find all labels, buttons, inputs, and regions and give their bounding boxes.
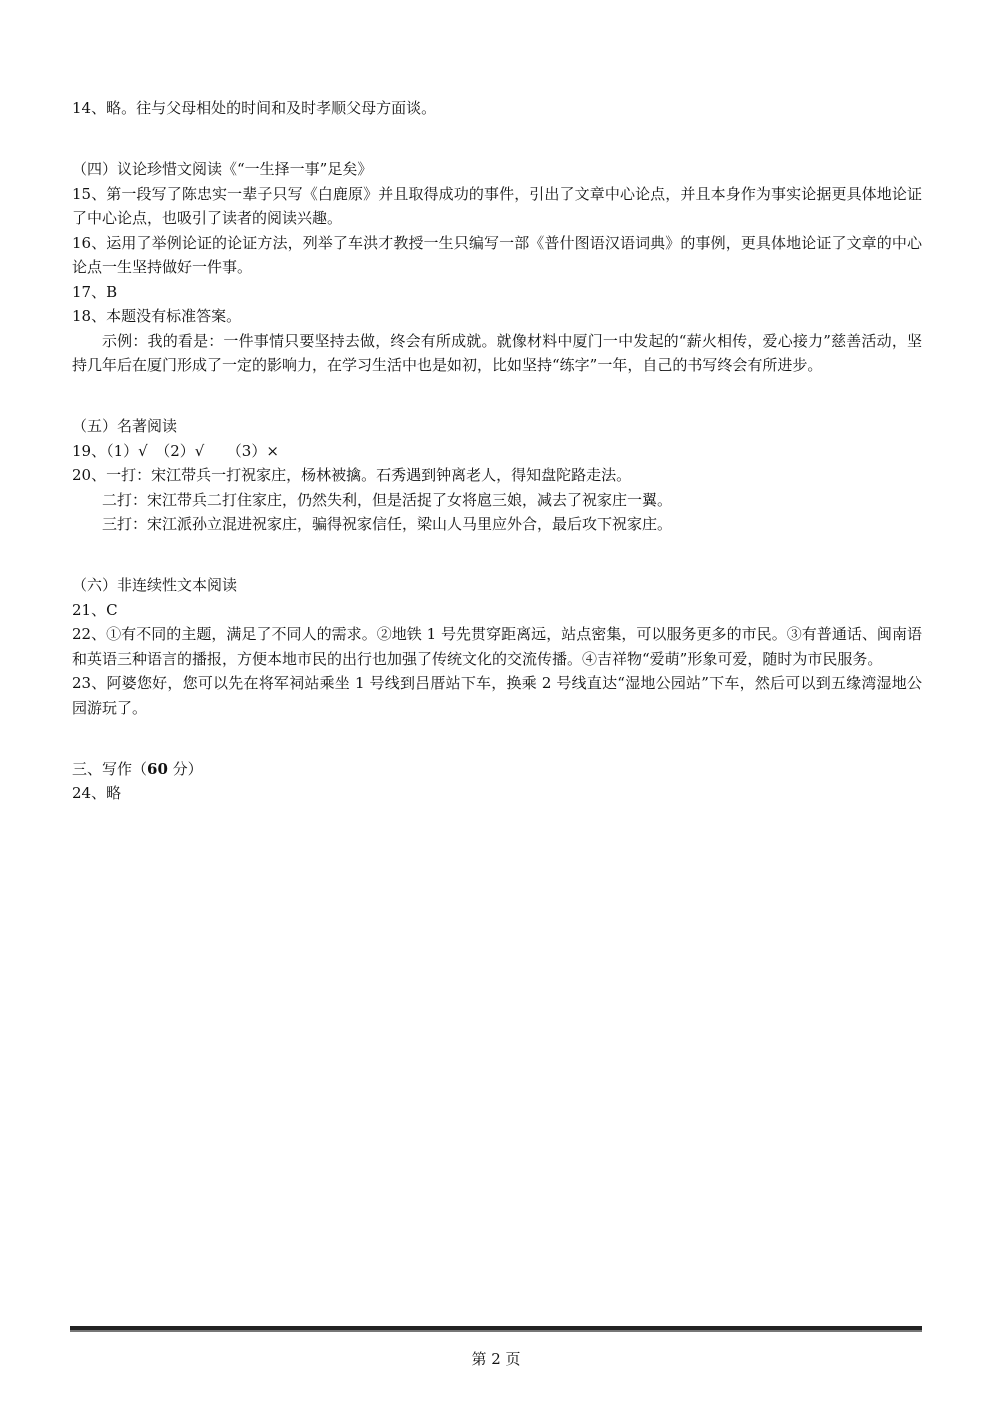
spacer — [72, 133, 922, 158]
answer-20-first: 20、一打：宋江带兵一打祝家庄，杨林被擒。石秀遇到钟离老人，得知盘陀路走法。 — [72, 466, 632, 484]
footer-divider — [70, 1326, 922, 1332]
spacer — [72, 537, 922, 549]
answer-20-second: 二打：宋江带兵二打住家庄，仍然失利，但是活捉了女将扈三娘，减去了祝家庄一翼。 — [102, 490, 673, 509]
section-3-prefix: 三、写作（ — [72, 759, 148, 778]
spacer — [72, 732, 922, 757]
section-6-heading: （六）非连续性文本阅读 — [72, 576, 238, 594]
section-4-heading: （四）议论珍惜文阅读《“一生择一事”足矣》 — [72, 160, 373, 178]
spacer — [72, 378, 922, 390]
spacer — [72, 121, 922, 133]
answer-23: 23、阿婆您好，您可以先在将军祠站乘坐 1 号线到吕厝站下车，换乘 2 号线直达“湿地公园站”下车，然后可以到五缘湾湿地公园游玩了。 — [72, 674, 922, 717]
answer-21: 21、C — [72, 600, 118, 619]
answer-14: 14、略。往与父母相处的时间和及时孝顺父母方面谈。 — [72, 99, 437, 117]
answer-22: 22、①有不同的主题，满足了不同人的需求。②地铁 1 号先贯穿距离远，站点密集，可以服务更多的市民。③有普通话、闽南语和英语三种语言的播报，方便本地市民的出行也加强了传统文化的交流传播。④吉祥物“爱萌”形象可爱，随时为市民服务。 — [72, 625, 922, 668]
answer-20-third: 三打：宋江派孙立混进祝家庄，骗得祝家信任，梁山人马里应外合，最后攻下祝家庄。 — [102, 515, 673, 533]
answer-content — [72, 96, 922, 806]
answer-18: 18、本题没有标准答案。 — [72, 307, 242, 325]
spacer — [72, 549, 922, 574]
spacer — [72, 720, 922, 732]
section-3-heading — [72, 757, 922, 782]
section-5-heading: （五）名著阅读 — [72, 417, 178, 435]
answer-15: 15、第一段写了陈忠实一辈子只写《白鹿原》并且取得成功的事件，引出了文章中心论点，并且本身作为事实论据更具体地论证了中心论点，也吸引了读者的阅读兴趣。 — [72, 184, 922, 227]
answer-24: 24、略 — [72, 784, 122, 802]
spacer — [72, 390, 922, 415]
answer-19: 19、（1）√ （2）√ （3）× — [72, 441, 279, 460]
answer-18-example: 示例：我的看是：一件事情只要坚持去做，终会有所成就。就像材料中厦门一中发起的“薪火相传，爱心接力”慈善活动，坚持几年后在厦门形成了一定的影响力，在学习生活中也是如初，比如坚持“练字”一年，自己的书写终会有所进步。 — [72, 331, 922, 374]
section-3-score: 60 — [147, 759, 168, 778]
answer-17: 17、B — [72, 282, 118, 301]
answer-16: 16、运用了举例论证的论证方法，列举了车洪才教授一生只编写一部《普什图语汉语词典》的事例，更具体地论证了文章的中心论点一生坚持做好一件事。 — [72, 233, 922, 276]
page-number: 第 2 页 — [471, 1350, 521, 1368]
section-3-suffix: 分） — [167, 759, 203, 778]
